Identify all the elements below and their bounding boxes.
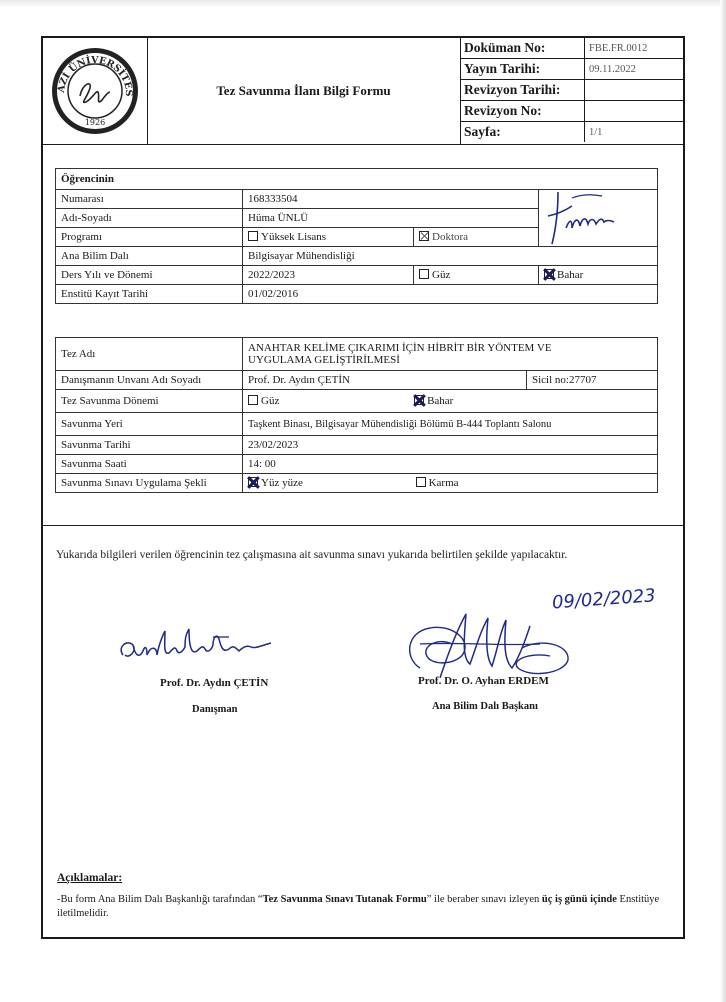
field-label: Enstitü Kayıt Tarihi xyxy=(56,285,243,304)
meta-value xyxy=(585,101,684,122)
checkbox-icon xyxy=(248,231,258,241)
department-head-role: Ana Bilim Dalı Başkanı xyxy=(432,701,538,712)
meta-value xyxy=(585,80,684,101)
department-head-name: Prof. Dr. O. Ayhan ERDEM xyxy=(418,675,549,687)
logo-cell xyxy=(43,38,148,144)
field-label: Savunma Yeri xyxy=(56,413,243,436)
defense-location: Taşkent Binası, Bilgisayar Mühendisliği Bölümü B-444 Toplantı Salonu xyxy=(243,413,658,436)
field-label: Programı xyxy=(56,228,243,247)
option-label: Bahar xyxy=(557,269,584,281)
checked-box-icon xyxy=(248,477,258,487)
term-option-guz[interactable] xyxy=(414,266,539,285)
advisor-signature xyxy=(113,625,283,675)
option-label: Doktora xyxy=(432,231,469,243)
notes-text-part: ” ile beraber sınavı izleyen xyxy=(426,894,542,905)
option-label: Karma xyxy=(428,477,459,489)
thesis-title xyxy=(243,338,658,371)
statement-text: Yukarıda bilgileri verilen öğrencinin tez çalışmasına ait savunma sınavı yukarıda belirtilen şekilde yapılacaktır. xyxy=(56,549,568,561)
section-divider xyxy=(43,525,683,526)
meta-label: Revizyon No: xyxy=(460,101,585,122)
option-label: Yüksek Lisans xyxy=(261,231,327,243)
field-label: Danışmanın Unvanı Adı Soyadı xyxy=(56,371,243,390)
meta-label: Yayın Tarihi: xyxy=(460,59,585,80)
header-divider xyxy=(43,144,683,145)
handwritten-date-text: 09/02/2023 xyxy=(551,585,657,614)
meta-label: Doküman No: xyxy=(460,38,585,59)
defense-time: 14: 00 xyxy=(243,455,658,474)
defense-term-option-bahar[interactable] xyxy=(414,395,453,407)
student-signature xyxy=(542,188,622,248)
seal-year: 1926 xyxy=(84,118,106,127)
program-option-yl[interactable] xyxy=(243,228,414,247)
defense-term-option-guz[interactable] xyxy=(248,395,279,407)
field-label: Ana Bilim Dalı xyxy=(56,247,243,266)
checkbox-icon xyxy=(419,269,429,279)
meta-label: Sayfa: xyxy=(460,122,585,143)
defense-mode-option-karma[interactable] xyxy=(416,477,459,489)
title-cell xyxy=(147,38,461,144)
form-title: Tez Savunma İlanı Bilgi Formu xyxy=(216,83,391,98)
checkbox-icon xyxy=(248,395,258,405)
option-label: Güz xyxy=(432,269,451,281)
notes-form-name: Tez Savunma Sınavı Tutanak Formu xyxy=(262,894,427,905)
advisor-sicil: Sicil no:27707 xyxy=(527,371,658,390)
notes-text xyxy=(57,893,683,921)
field-label: Ders Yılı ve Dönemi xyxy=(56,266,243,285)
meta-value: FBE.FR.0012 xyxy=(585,38,684,59)
field-label: Tez Adı xyxy=(56,338,243,371)
thesis-info-table xyxy=(55,337,658,493)
defense-mode-options xyxy=(243,474,658,493)
term-option-bahar[interactable] xyxy=(539,266,658,285)
option-label: Güz xyxy=(261,395,280,407)
student-department: Bilgisayar Mühendisliği xyxy=(243,247,658,266)
advisor-name-signature: Prof. Dr. Aydın ÇETİN xyxy=(160,677,269,689)
scan-edge xyxy=(720,0,726,1002)
seal-text: GAZİ ÜNİVERSİTESİ xyxy=(45,38,135,97)
option-label: Bahar xyxy=(427,395,454,407)
program-option-doktora[interactable] xyxy=(414,228,539,247)
student-section-title: Öğrencinin xyxy=(56,169,658,190)
field-label: Savunma Sınavı Uygulama Şekli xyxy=(56,474,243,493)
advisor-role: Danışman xyxy=(192,704,238,715)
field-label: Numarası xyxy=(56,190,243,209)
advisor-name: Prof. Dr. Aydın ÇETİN xyxy=(243,371,527,390)
thesis-title-line: ANAHTAR KELİME ÇIKARIMI İÇİN HİBRİT BİR YÖNTEM VE xyxy=(248,342,552,354)
thesis-title-line: UYGULAMA GELİŞTİRİLMESİ xyxy=(248,354,400,366)
notes-title: Açıklamalar: xyxy=(57,872,123,884)
checked-box-icon xyxy=(544,269,554,279)
field-label: Tez Savunma Dönemi xyxy=(56,390,243,413)
student-name: Hüma ÜNLÜ xyxy=(243,209,539,228)
notes-text-part: Enstitüye iletilmelidir. xyxy=(57,894,660,919)
option-label: Yüz yüze xyxy=(261,477,303,489)
scan-edge xyxy=(0,0,726,8)
field-label: Savunma Saati xyxy=(56,455,243,474)
defense-mode-option-yuzyuze[interactable] xyxy=(248,477,303,489)
meta-value: 09.11.2022 xyxy=(585,59,684,80)
university-seal-icon xyxy=(45,38,140,136)
student-number: 168333504 xyxy=(243,190,539,209)
defense-term-options xyxy=(243,390,658,413)
meta-value: 1/1 xyxy=(589,126,603,138)
registration-date: 01/02/2016 xyxy=(243,285,658,304)
checked-box-icon xyxy=(419,231,429,241)
term-year: 2022/2023 xyxy=(243,266,414,285)
notes-deadline: üç iş günü içinde xyxy=(541,894,617,905)
defense-date: 23/02/2023 xyxy=(243,436,658,455)
field-label: Savunma Tarihi xyxy=(56,436,243,455)
checkbox-icon xyxy=(416,477,426,487)
field-label: Adı-Soyadı xyxy=(56,209,243,228)
meta-label: Revizyon Tarihi: xyxy=(460,80,585,101)
document-meta-table xyxy=(460,38,683,142)
checked-box-icon xyxy=(414,395,424,405)
notes-text-part: -Bu form Ana Bilim Dalı Başkanlığı tarafından “ xyxy=(57,894,263,905)
